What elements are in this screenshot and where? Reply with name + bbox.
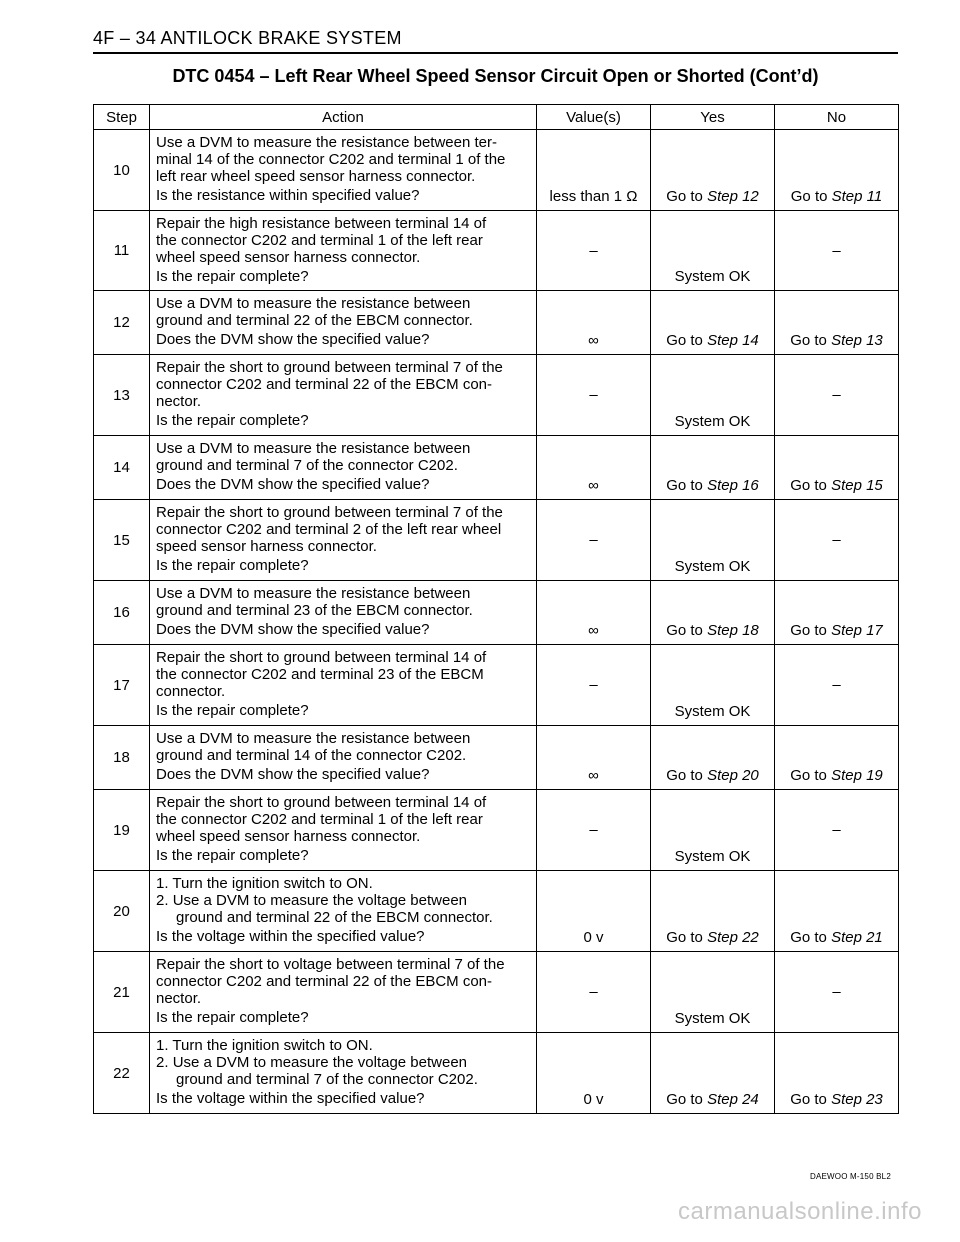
no-text: –	[832, 821, 841, 839]
table-row	[94, 645, 899, 726]
action-text: the connector C202 and terminal 1 of the left rear	[156, 811, 483, 828]
goto-prefix: Go to	[790, 622, 827, 639]
yes-cell	[651, 1033, 775, 1114]
yes-text: System OK	[674, 848, 751, 865]
value-text: –	[589, 821, 598, 839]
value-text: 0 v	[583, 1091, 604, 1108]
value-text: –	[589, 242, 598, 259]
action-question: Is the repair complete?	[156, 1009, 309, 1026]
action-question: Is the repair complete?	[156, 702, 309, 719]
list-number: 1.	[156, 1037, 169, 1054]
no-text: –	[832, 242, 841, 259]
action-text: speed sensor harness connector.	[156, 538, 377, 555]
action-question: Is the repair complete?	[156, 847, 309, 864]
header-no: No	[775, 105, 899, 130]
list-text: Turn the ignition switch to ON.	[172, 1037, 373, 1054]
page-header	[93, 24, 898, 54]
action-text: connector C202 and terminal 22 of the EBCM con-	[156, 376, 493, 393]
table-row	[94, 436, 899, 500]
no-cell	[775, 871, 899, 952]
no-goto	[775, 1091, 898, 1108]
step-number: 18	[94, 726, 150, 790]
no-goto	[775, 332, 898, 349]
value-cell	[537, 130, 651, 211]
action-cell	[150, 581, 537, 645]
yes-goto	[651, 929, 774, 946]
goto-step-link: Step 24	[707, 1091, 759, 1108]
no-cell	[775, 952, 899, 1033]
action-question: Does the DVM show the specified value?	[156, 621, 430, 638]
yes-cell	[651, 291, 775, 355]
value-cell	[537, 790, 651, 871]
value-text: 0 v	[583, 929, 604, 946]
action-text: ground and terminal 22 of the EBCM connector.	[156, 312, 473, 329]
value-cell	[537, 581, 651, 645]
no-cell	[775, 355, 899, 436]
goto-step-link: Step 23	[831, 1091, 883, 1108]
goto-step-link: Step 22	[707, 929, 759, 946]
goto-prefix: Go to	[666, 622, 703, 639]
value-cell	[537, 871, 651, 952]
value-text: –	[589, 676, 598, 694]
value-cell	[537, 211, 651, 291]
action-text: nector.	[156, 990, 202, 1007]
list-item	[156, 892, 530, 909]
goto-step-link: Step 17	[831, 622, 883, 639]
table-row	[94, 355, 899, 436]
action-text: Repair the high resistance between terminal 14 of	[156, 215, 487, 232]
action-text: connector C202 and terminal 2 of the left rear wheel	[156, 521, 502, 538]
list-text: Use a DVM to measure the voltage between	[172, 892, 468, 909]
diagnostic-table	[93, 104, 899, 1114]
value-text: –	[589, 983, 598, 1001]
yes-cell	[651, 952, 775, 1033]
action-question: Is the repair complete?	[156, 412, 309, 429]
value-cell	[537, 355, 651, 436]
step-number: 21	[94, 952, 150, 1033]
yes-cell	[651, 581, 775, 645]
yes-text: System OK	[674, 1010, 751, 1027]
value-cell	[537, 645, 651, 726]
footer-code: DAEWOO M-150 BL2	[809, 1172, 891, 1181]
value-text: less than 1 Ω	[549, 188, 638, 205]
action-text: Repair the short to voltage between terminal 7 of the	[156, 956, 505, 973]
action-text: wheel speed sensor harness connector.	[156, 249, 421, 266]
table-row	[94, 790, 899, 871]
table-row	[94, 211, 899, 291]
no-cell	[775, 500, 899, 581]
page-title: DTC 0454 – Left Rear Wheel Speed Sensor Circuit Open or Shorted (Cont’d)	[172, 66, 819, 86]
goto-prefix: Go to	[666, 767, 703, 784]
action-text: nector.	[156, 393, 202, 410]
action-cell	[150, 1033, 537, 1114]
step-number: 12	[94, 291, 150, 355]
value-text: ∞	[588, 477, 599, 494]
yes-goto	[651, 622, 774, 639]
no-goto	[775, 188, 898, 205]
yes-text: System OK	[674, 413, 751, 430]
action-question: Does the DVM show the specified value?	[156, 766, 430, 783]
action-text: Use a DVM to measure the resistance between ter-	[156, 134, 497, 151]
list-number: 2.	[156, 1054, 169, 1071]
step-number: 15	[94, 500, 150, 581]
action-cell	[150, 291, 537, 355]
no-goto	[775, 622, 898, 639]
no-cell	[775, 130, 899, 211]
header-step: Step	[94, 105, 150, 130]
action-text: Repair the short to ground between terminal 14 of	[156, 649, 487, 666]
step-number: 19	[94, 790, 150, 871]
action-text: Repair the short to ground between terminal 14 of	[156, 794, 487, 811]
yes-goto	[651, 477, 774, 494]
goto-step-link: Step 18	[707, 622, 759, 639]
header-action: Action	[150, 105, 537, 130]
no-cell	[775, 211, 899, 291]
yes-goto	[651, 188, 774, 205]
table-row	[94, 726, 899, 790]
goto-prefix: Go to	[666, 188, 703, 205]
action-question: Is the voltage within the specified value?	[156, 1090, 425, 1107]
list-number: 1.	[156, 875, 169, 892]
no-cell	[775, 291, 899, 355]
action-text: ground and terminal 23 of the EBCM connector.	[156, 602, 473, 619]
list-item	[156, 1071, 530, 1088]
yes-cell	[651, 355, 775, 436]
value-cell	[537, 1033, 651, 1114]
goto-prefix: Go to	[790, 477, 827, 494]
no-text: –	[832, 386, 841, 404]
no-cell	[775, 645, 899, 726]
action-text: the connector C202 and terminal 23 of the EBCM	[156, 666, 484, 683]
action-text: Use a DVM to measure the resistance between	[156, 585, 471, 602]
value-cell	[537, 952, 651, 1033]
table-row	[94, 1033, 899, 1114]
action-cell	[150, 211, 537, 291]
no-text: –	[832, 531, 841, 549]
section-header: 4F – 34 ANTILOCK BRAKE SYSTEM	[93, 28, 402, 48]
header-yes: Yes	[651, 105, 775, 130]
list-item	[156, 1054, 530, 1071]
step-number: 22	[94, 1033, 150, 1114]
list-item	[156, 875, 530, 892]
no-text: –	[832, 676, 841, 694]
watermark: carmanualsonline.info	[678, 1198, 922, 1225]
action-cell	[150, 726, 537, 790]
action-cell	[150, 790, 537, 871]
goto-prefix: Go to	[790, 1091, 827, 1108]
yes-cell	[651, 790, 775, 871]
yes-goto	[651, 332, 774, 349]
yes-goto	[651, 1091, 774, 1108]
no-cell	[775, 1033, 899, 1114]
goto-step-link: Step 20	[707, 767, 759, 784]
no-cell	[775, 726, 899, 790]
goto-prefix: Go to	[666, 477, 703, 494]
table-row	[94, 500, 899, 581]
value-text: ∞	[588, 332, 599, 349]
table-row	[94, 130, 899, 211]
no-cell	[775, 790, 899, 871]
yes-cell	[651, 726, 775, 790]
list-text: ground and terminal 22 of the EBCM connector.	[176, 909, 493, 926]
yes-cell	[651, 211, 775, 291]
yes-cell	[651, 645, 775, 726]
table-body	[94, 130, 899, 1114]
no-text: –	[832, 983, 841, 1001]
goto-step-link: Step 16	[707, 477, 759, 494]
table-row	[94, 952, 899, 1033]
action-cell	[150, 952, 537, 1033]
header-values: Value(s)	[537, 105, 651, 130]
yes-cell	[651, 130, 775, 211]
goto-prefix: Go to	[666, 929, 703, 946]
goto-step-link: Step 21	[831, 929, 883, 946]
value-cell	[537, 500, 651, 581]
step-number: 14	[94, 436, 150, 500]
step-number: 13	[94, 355, 150, 436]
table-header-row	[94, 105, 899, 130]
action-cell	[150, 130, 537, 211]
goto-step-link: Step 15	[831, 477, 883, 494]
table-row	[94, 581, 899, 645]
action-text: wheel speed sensor harness connector.	[156, 828, 421, 845]
action-text: left rear wheel speed sensor harness connector.	[156, 168, 476, 185]
step-number: 10	[94, 130, 150, 211]
yes-text: System OK	[674, 268, 751, 285]
value-text: ∞	[588, 767, 599, 784]
action-cell	[150, 355, 537, 436]
action-question: Is the voltage within the specified value?	[156, 928, 425, 945]
goto-step-link: Step 12	[707, 188, 759, 205]
yes-cell	[651, 871, 775, 952]
goto-prefix: Go to	[790, 929, 827, 946]
goto-step-link: Step 13	[831, 332, 883, 349]
action-text: Use a DVM to measure the resistance between	[156, 440, 471, 457]
no-goto	[775, 767, 898, 784]
list-item	[156, 1037, 530, 1054]
yes-goto	[651, 767, 774, 784]
action-text: ground and terminal 7 of the connector C202.	[156, 457, 458, 474]
action-cell	[150, 645, 537, 726]
action-question: Is the resistance within specified value?	[156, 187, 420, 204]
goto-prefix: Go to	[790, 188, 828, 205]
list-text: ground and terminal 7 of the connector C202.	[176, 1071, 478, 1088]
table-row	[94, 871, 899, 952]
goto-step-link: Step 11	[831, 188, 883, 205]
table-row	[94, 291, 899, 355]
action-text: connector C202 and terminal 22 of the EBCM con-	[156, 973, 493, 990]
action-text: Repair the short to ground between terminal 7 of the	[156, 359, 503, 376]
yes-cell	[651, 500, 775, 581]
yes-text: System OK	[674, 558, 751, 575]
value-cell	[537, 436, 651, 500]
value-cell	[537, 291, 651, 355]
goto-prefix: Go to	[790, 767, 827, 784]
action-text: Repair the short to ground between terminal 7 of the	[156, 504, 503, 521]
value-text: ∞	[588, 622, 599, 639]
no-cell	[775, 581, 899, 645]
action-text: connector.	[156, 683, 226, 700]
action-text: Use a DVM to measure the resistance between	[156, 295, 471, 312]
yes-cell	[651, 436, 775, 500]
action-text: Use a DVM to measure the resistance between	[156, 730, 471, 747]
action-cell	[150, 436, 537, 500]
step-number: 16	[94, 581, 150, 645]
list-number: 2.	[156, 892, 169, 909]
step-number: 11	[94, 211, 150, 291]
action-question: Does the DVM show the specified value?	[156, 331, 430, 348]
goto-prefix: Go to	[790, 332, 827, 349]
value-text: –	[589, 531, 598, 549]
value-cell	[537, 726, 651, 790]
goto-step-link: Step 14	[707, 332, 759, 349]
list-item	[156, 909, 530, 926]
action-text: ground and terminal 14 of the connector C202.	[156, 747, 467, 764]
goto-prefix: Go to	[666, 1091, 703, 1108]
action-question: Is the repair complete?	[156, 268, 309, 285]
action-question: Does the DVM show the specified value?	[156, 476, 430, 493]
yes-text: System OK	[674, 703, 751, 720]
action-text: the connector C202 and terminal 1 of the left rear	[156, 232, 483, 249]
goto-prefix: Go to	[666, 332, 703, 349]
goto-step-link: Step 19	[831, 767, 883, 784]
action-cell	[150, 871, 537, 952]
list-text: Use a DVM to measure the voltage between	[172, 1054, 468, 1071]
list-text: Turn the ignition switch to ON.	[172, 875, 373, 892]
no-goto	[775, 929, 898, 946]
step-number: 17	[94, 645, 150, 726]
no-goto	[775, 477, 898, 494]
value-text: –	[589, 386, 598, 404]
action-question: Is the repair complete?	[156, 557, 309, 574]
action-text: minal 14 of the connector C202 and terminal 1 of the	[156, 151, 506, 168]
action-cell	[150, 500, 537, 581]
step-number: 20	[94, 871, 150, 952]
no-cell	[775, 436, 899, 500]
